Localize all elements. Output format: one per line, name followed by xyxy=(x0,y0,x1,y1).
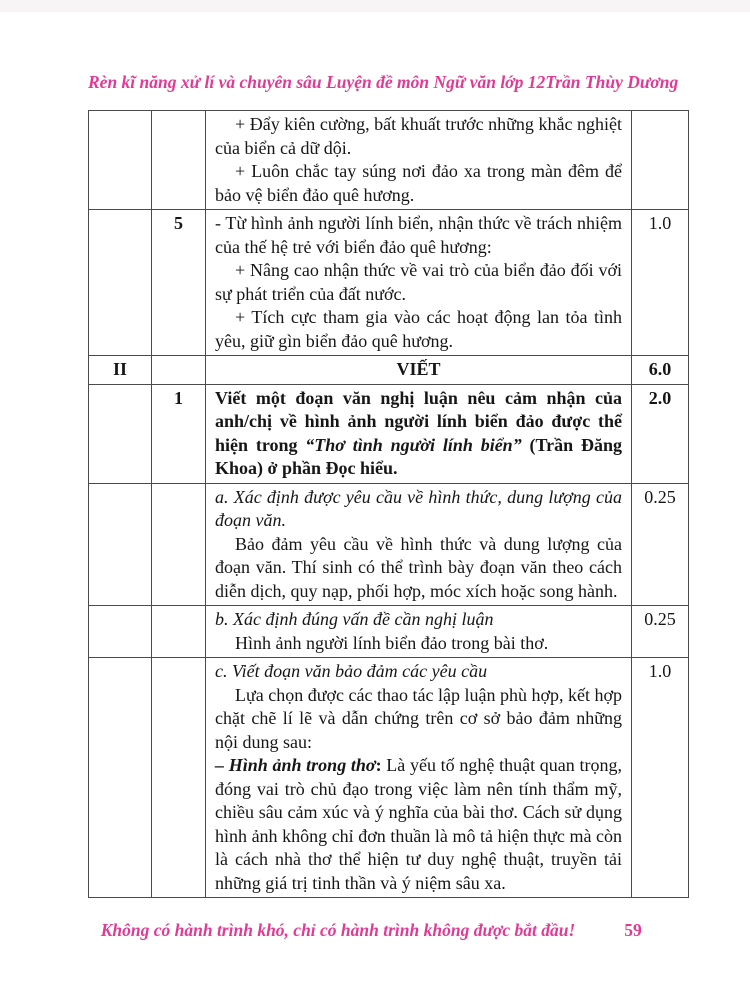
content-paragraph xyxy=(215,533,622,604)
table-row xyxy=(89,384,689,483)
question-number-cell xyxy=(152,658,206,898)
points-cell: 0.25 xyxy=(632,606,689,658)
section-cell xyxy=(89,606,152,658)
content-paragraph xyxy=(215,486,622,533)
question-number-cell xyxy=(152,111,206,210)
table-row xyxy=(89,111,689,210)
content-paragraph xyxy=(215,387,622,481)
content-paragraph xyxy=(215,754,622,895)
section-cell xyxy=(89,483,152,606)
points-cell: 6.0 xyxy=(632,356,689,385)
page-number: 59 xyxy=(624,920,642,940)
question-number-cell xyxy=(152,606,206,658)
table-row xyxy=(89,210,689,356)
book-title: Rèn kĩ năng xử lí và chuyên sâu Luyện đề môn Ngữ văn lớp 12 xyxy=(88,72,546,92)
text-segment: (Trần Đăng Khoa) ở phần Đọc hiểu. xyxy=(215,434,622,478)
points-cell: 1.0 xyxy=(632,658,689,898)
text-segment: + Nâng cao nhận thức về vai trò của biển đảo đối với sự phát triển của đất nước. xyxy=(215,260,622,304)
text-segment: Là yếu tố nghệ thuật quan trọng, đóng vai trò chủ đạo trong việc làm nên tính thẩm mỹ, chiều sâu cảm xúc và ý nghĩa của bài thơ. Cách sử dụng hình ảnh không chỉ đơn thuần là mô tả hiện thực mà còn là cách nhà thơ thể hiện tư duy nghệ thuật, truyền tải những giá trị tinh thần và ý niệm sâu xa. xyxy=(215,755,622,893)
table-row xyxy=(89,483,689,606)
answer-key-table xyxy=(88,110,689,898)
text-segment: “Thơ tình người lính biển” xyxy=(305,434,522,455)
text-segment: b. Xác định đúng vấn đề cần nghị luận xyxy=(215,609,494,629)
section-cell xyxy=(89,111,152,210)
table-row xyxy=(89,356,689,385)
content-cell xyxy=(206,483,632,606)
footer-quote: Không có hành trình khó, chỉ có hành trình không được bắt đầu! xyxy=(100,920,576,940)
table-row xyxy=(89,606,689,658)
content-cell xyxy=(206,384,632,483)
content-paragraph xyxy=(215,608,622,632)
content-cell xyxy=(206,606,632,658)
section-cell xyxy=(89,384,152,483)
author-name: Trần Thùy Dương xyxy=(545,72,679,92)
points-cell xyxy=(632,111,689,210)
text-segment: Viết một đoạn văn nghị luận nêu cảm nhận của anh/chị về hình ảnh người lính biển đảo được thể hiện trong xyxy=(215,387,622,455)
content-paragraph xyxy=(215,660,622,684)
text-segment: : xyxy=(375,755,382,775)
content-paragraph xyxy=(215,684,622,755)
content-cell xyxy=(206,111,632,210)
section-cell xyxy=(89,210,152,356)
text-segment: + Đẩy kiên cường, bất khuất trước những khắc nghiệt của biển cả dữ dội. xyxy=(215,114,622,158)
content-cell: VIẾT xyxy=(206,356,632,385)
content-paragraph xyxy=(215,212,622,259)
section-cell: II xyxy=(89,356,152,385)
question-number-cell: 5 xyxy=(152,210,206,356)
text-segment: + Luôn chắc tay súng nơi đảo xa trong màn đêm để bảo vệ biển đảo quê hương. xyxy=(215,161,622,205)
text-segment: Hình ảnh người lính biển đảo trong bài thơ. xyxy=(235,632,549,653)
text-segment: + Tích cực tham gia vào các hoạt động lan tỏa tình yêu, giữ gìn biển đảo quê hương. xyxy=(215,307,622,351)
content-paragraph xyxy=(215,160,622,207)
section-cell xyxy=(89,658,152,898)
content-paragraph xyxy=(215,306,622,353)
text-segment: a. Xác định được yêu cầu về hình thức, dung lượng của đoạn văn. xyxy=(215,486,622,530)
text-segment: Bảo đảm yêu cầu về hình thức và dung lượng của đoạn văn. Thí sinh có thể trình bày đoạn văn theo cách diễn dịch, quy nạp, phối hợp, móc xích hoặc song hành. xyxy=(215,533,622,601)
content-cell xyxy=(206,210,632,356)
question-number-cell: 1 xyxy=(152,384,206,483)
content-paragraph xyxy=(215,113,622,160)
text-segment: Lựa chọn được các thao tác lập luận phù hợp, kết hợp chặt chẽ lí lẽ và dẫn chứng trên cơ sở bảo đảm những nội dung sau: xyxy=(215,684,622,752)
answer-table-body xyxy=(89,111,689,898)
table-row xyxy=(89,658,689,898)
page-footer xyxy=(88,920,678,941)
content-paragraph xyxy=(215,259,622,306)
page-edge xyxy=(0,0,750,12)
points-cell: 2.0 xyxy=(632,384,689,483)
points-cell: 0.25 xyxy=(632,483,689,606)
question-number-cell xyxy=(152,356,206,385)
page-header xyxy=(88,72,678,93)
points-cell: 1.0 xyxy=(632,210,689,356)
question-number-cell xyxy=(152,483,206,606)
text-segment: - Từ hình ảnh người lính biển, nhận thức về trách nhiệm của thế hệ trẻ với biển đảo quê hương: xyxy=(215,213,622,257)
text-segment: c. Viết đoạn văn bảo đảm các yêu cầu xyxy=(215,661,488,681)
content-cell xyxy=(206,658,632,898)
text-segment: – Hình ảnh trong thơ xyxy=(215,755,376,775)
content-paragraph xyxy=(215,632,622,656)
